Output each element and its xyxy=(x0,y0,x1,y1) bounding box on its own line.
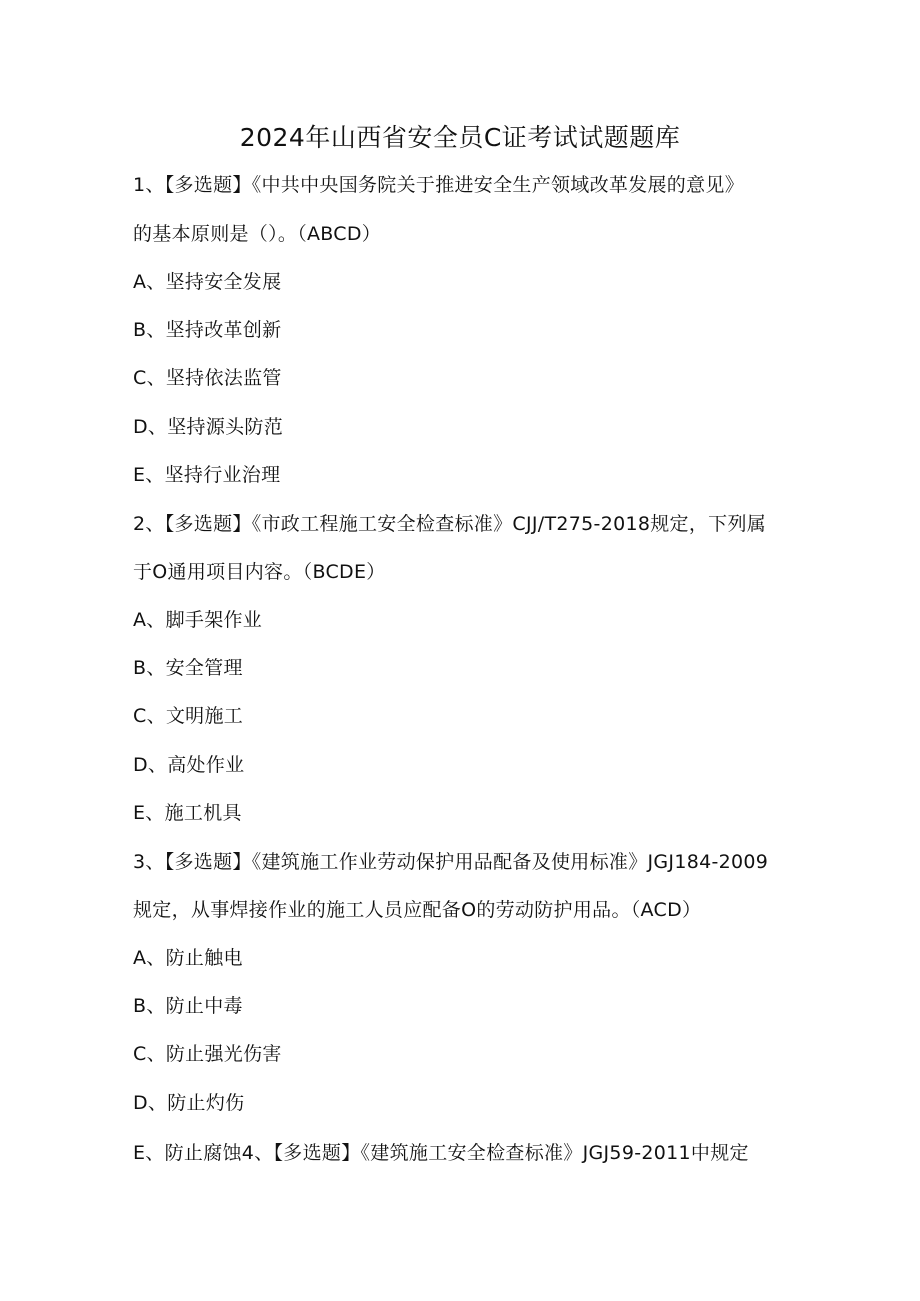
question-1-option-e: E、坚持行业治理 xyxy=(133,464,281,486)
question-3-option-b: B、防止中毒 xyxy=(133,995,243,1017)
question-1-option-a: A、坚持安全发展 xyxy=(133,271,282,293)
document-title: 2024年山西省安全员C证考试试题题库 xyxy=(239,123,681,152)
question-2-option-b: B、安全管理 xyxy=(133,657,243,679)
question-3-stem-line-1: 3、【多选题】《建筑施工作业劳动保护用品配备及使用标准》JGJ184-2009 xyxy=(133,851,769,873)
question-1-stem-line-1: 1、【多选题】《中共中央国务院关于推进安全生产领域改革发展的意见》 xyxy=(133,174,744,196)
question-1-stem-line-2: 的基本原则是（）。（ABCD） xyxy=(133,223,382,245)
question-3-option-c: C、防止强光伤害 xyxy=(133,1043,282,1065)
question-1-option-c: C、坚持依法监管 xyxy=(133,367,282,389)
question-3-option-e-and-question-4-stem: E、防止腐蚀4、【多选题】《建筑施工安全检查标准》JGJ59-2011中规定 xyxy=(133,1142,749,1164)
question-2-option-e: E、施工机具 xyxy=(133,802,242,824)
question-1-option-b: B、坚持改革创新 xyxy=(133,319,282,341)
question-3-option-a: A、防止触电 xyxy=(133,947,243,969)
question-1-option-d: D、坚持源头防范 xyxy=(133,416,284,438)
question-2-stem-line-2: 于O通用项目内容。（BCDE） xyxy=(133,561,386,583)
question-2-option-a: A、脚手架作业 xyxy=(133,609,263,631)
question-2-stem-line-1: 2、【多选题】《市政工程施工安全检查标准》CJJ/T275-2018规定，下列属 xyxy=(133,513,767,535)
question-3-option-d: D、防止灼伤 xyxy=(133,1092,245,1114)
question-2-option-d: D、高处作业 xyxy=(133,754,245,776)
question-2-option-c: C、文明施工 xyxy=(133,705,244,727)
question-3-stem-line-2: 规定，从事焊接作业的施工人员应配备O的劳动防护用品。（ACD） xyxy=(133,899,702,921)
